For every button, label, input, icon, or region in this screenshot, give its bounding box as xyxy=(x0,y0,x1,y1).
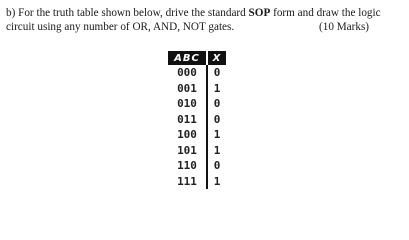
question-prefix: b) For the truth table shown below, drive the standard xyxy=(6,7,249,19)
question-line-2-text: circuit using any number of OR, AND, NOT gates. xyxy=(6,21,235,33)
cell-x: 1 xyxy=(213,143,221,157)
cell-x: 0 xyxy=(213,159,221,173)
cell-abc: 000 xyxy=(168,65,207,81)
table-row xyxy=(168,174,226,190)
table-row xyxy=(168,96,226,112)
table-row xyxy=(168,143,226,159)
header-abc: ABC xyxy=(168,51,207,65)
sop-emphasis: SOP xyxy=(248,7,271,19)
question-line-1 xyxy=(6,6,401,20)
truth-table xyxy=(168,51,226,189)
table-row xyxy=(168,158,226,174)
marks-label: (10 Marks) xyxy=(319,21,370,33)
cell-x: 1 xyxy=(213,174,221,188)
cell-abc: 001 xyxy=(168,81,207,97)
cell-abc: 111 xyxy=(168,174,207,190)
truth-table-header-row xyxy=(168,51,226,65)
question-text xyxy=(6,6,401,34)
cell-x: 1 xyxy=(213,128,221,142)
table-row xyxy=(168,112,226,128)
table-row xyxy=(168,127,226,143)
header-x: X xyxy=(207,51,226,65)
cell-abc: 100 xyxy=(168,127,207,143)
table-row xyxy=(168,65,226,81)
table-row xyxy=(168,81,226,97)
cell-abc: 010 xyxy=(168,96,207,112)
cell-x: 0 xyxy=(213,112,221,126)
question-line-2 xyxy=(6,20,401,34)
cell-abc: 110 xyxy=(168,158,207,174)
cell-abc: 101 xyxy=(168,143,207,159)
cell-x: 0 xyxy=(213,97,221,111)
cell-x: 0 xyxy=(213,66,221,80)
cell-abc: 011 xyxy=(168,112,207,128)
question-suffix: form and draw the logic xyxy=(270,7,381,19)
cell-x: 1 xyxy=(213,81,221,95)
